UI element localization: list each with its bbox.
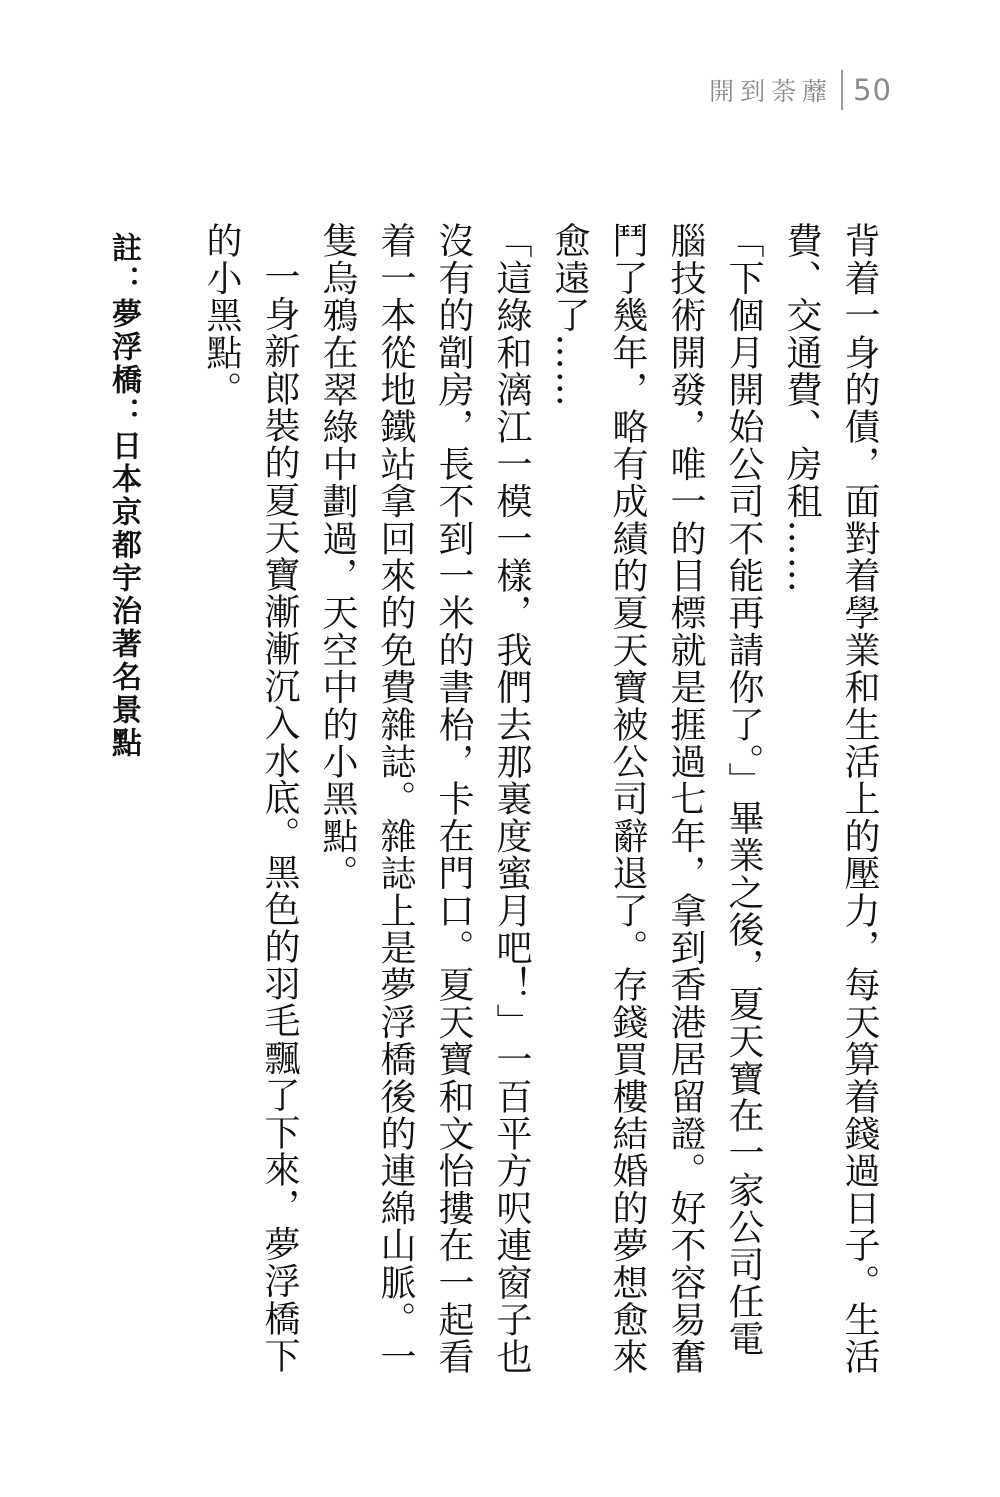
- body-text: [192, 222, 888, 1382]
- page-header: [709, 68, 892, 112]
- header-divider: [841, 70, 843, 110]
- page-number: 50: [853, 73, 892, 107]
- paragraph-4: 一身新郎裝的夏天寶漸漸沉入水底。黑色的羽毛飄了下來，夢浮橋下的小黑點。: [201, 222, 300, 1374]
- paragraph-3: 「這綠和漓江一模一樣，我們去那裏度蜜月吧！」一百平方呎連窗子也沒有的劏房，長不到一米的書枱，卡在門口。夏天寶和文怡摟在一起看着一本從地鐵站拿回來的免費雜誌。雜誌上是夢浮橋後的連綿山脈。一隻烏鴉在翠綠中劃過，天空中的小黑點。: [317, 222, 532, 1376]
- running-title: 開到荼蘼: [709, 77, 834, 106]
- footnote: 註：夢浮橋：日本京都宇治著名景點: [106, 232, 141, 760]
- paragraph-2: 「下個月開始公司不能再請你了。」畢業之後，夏天寶在一家公司任電腦技術開發，唯一的目標就是捱過七年，拿到香港居留證。好不容易奮鬥了幾年，略有成績的夏天寶被公司辭退了。存錢買樓結婚的夢想愈來愈遠了……: [549, 222, 764, 1376]
- paragraph-1: 背着一身的債，面對着學業和生活上的壓力，每天算着錢過日子。生活費、交通費、房租……: [781, 222, 880, 1376]
